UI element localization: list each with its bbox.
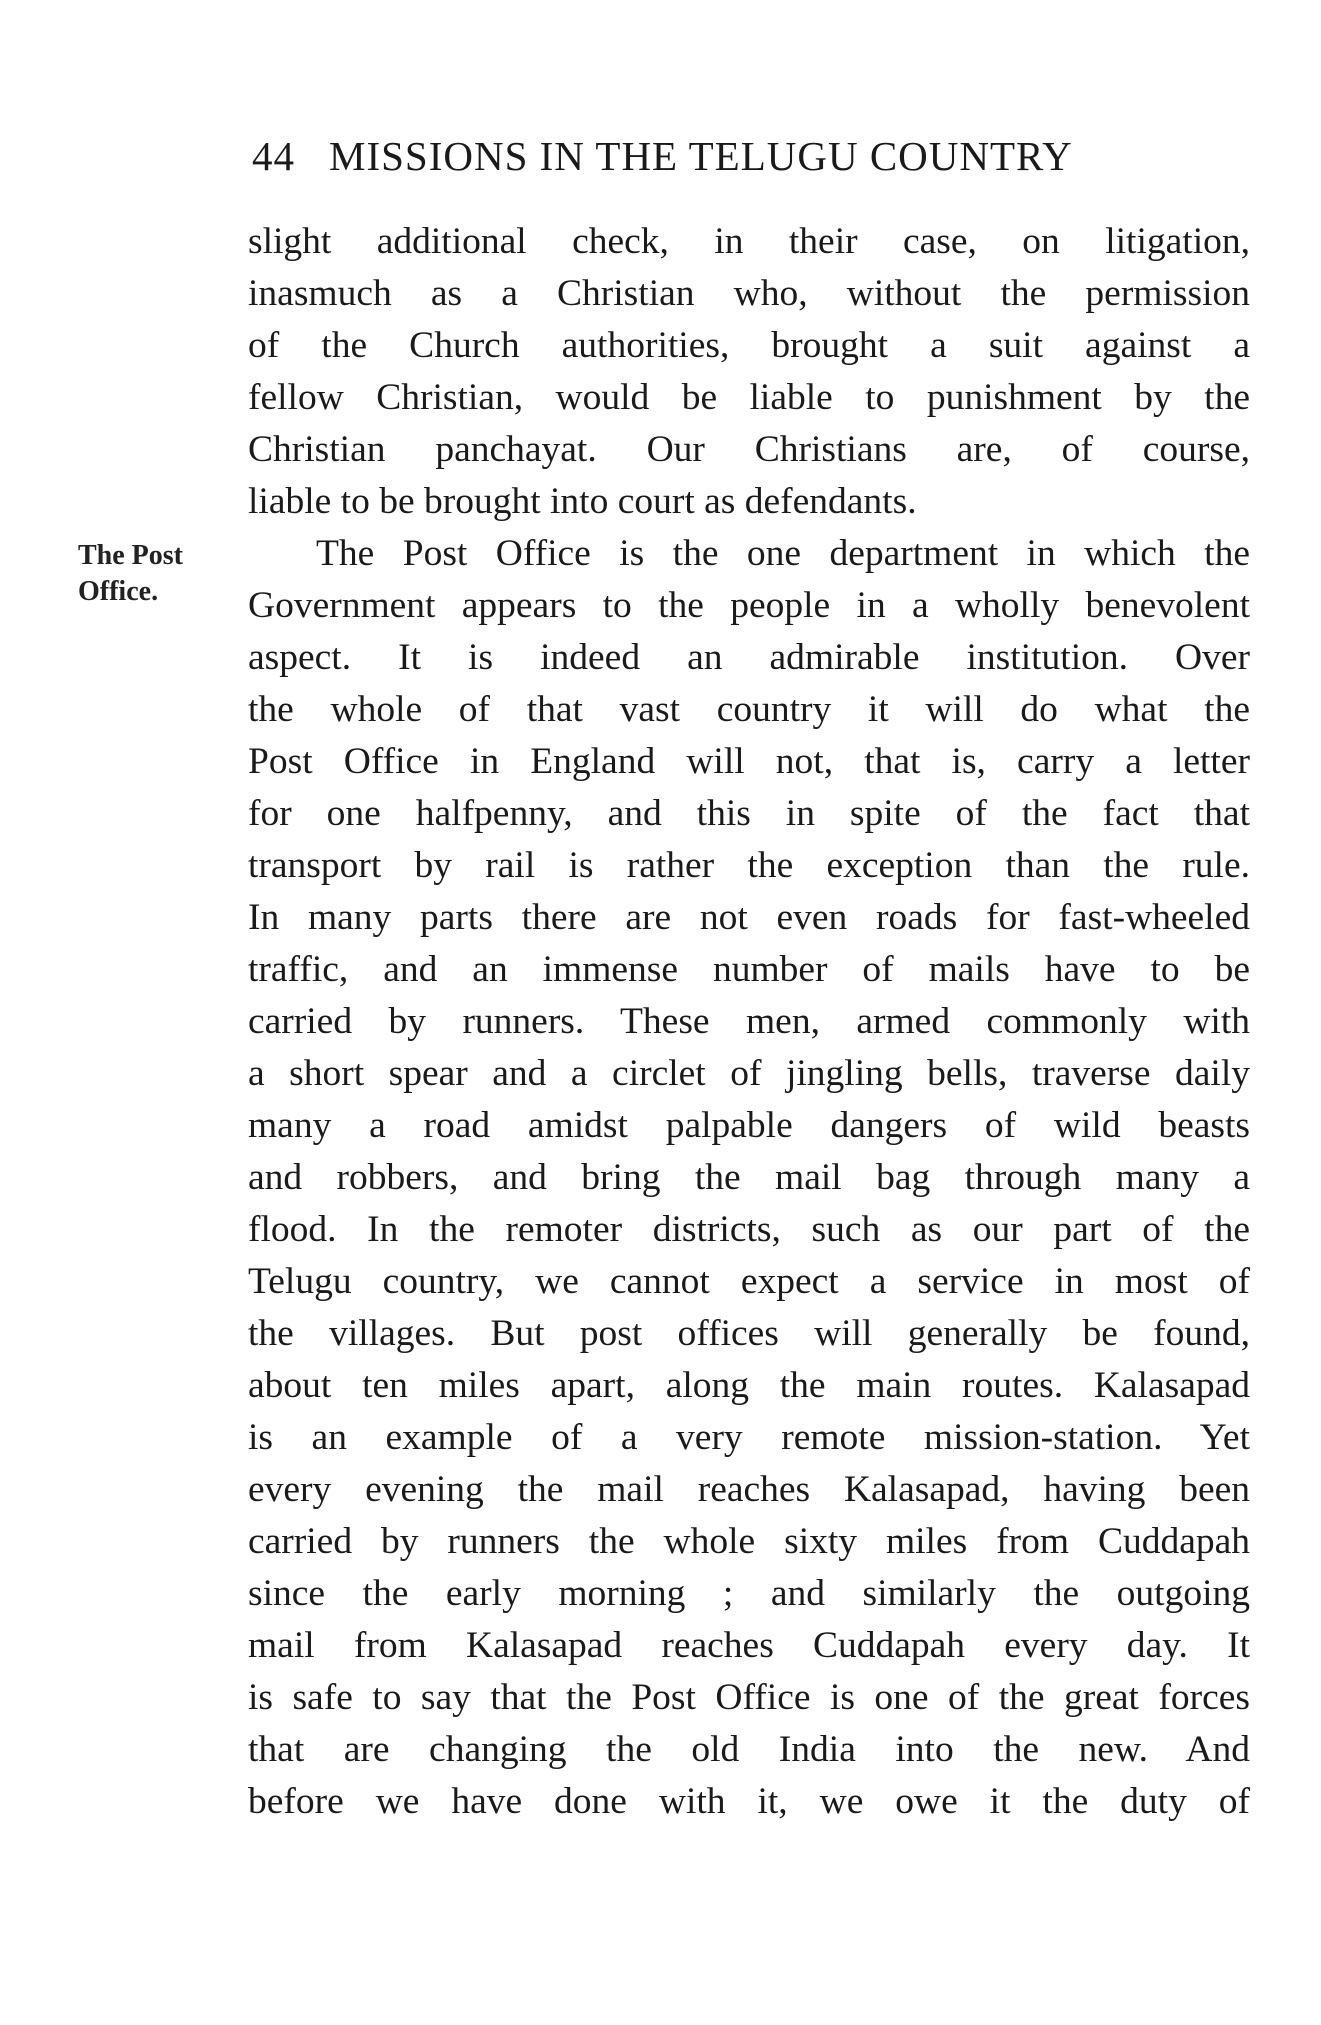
text-line: of the Church authorities, brought a suit against a [248,325,1250,366]
text-line: the whole of that vast country it will do what the [248,689,1250,730]
text-line: carried by runners. These men, armed commonly with [248,1001,1250,1042]
paragraph-post-office [248,528,1250,1828]
text-line: carried by runners the whole sixty miles from Cuddapah [248,1521,1250,1562]
text-line: transport by rail is rather the exception than the rule. [248,845,1250,886]
text-line: Christian panchayat. Our Christians are, of course, [248,429,1250,470]
margin-note [78,538,183,610]
text-line: The Post Office is the one department in which the [316,533,1250,574]
text-line: aspect. It is indeed an admirable institution. Over [248,637,1250,678]
running-title: MISSIONS IN THE TELUGU COUNTRY [329,133,1073,179]
text-line: since the early morning ; and similarly the outgoing [248,1573,1250,1614]
text-line: that are changing the old India into the new. And [248,1729,1250,1770]
running-head [252,132,1252,180]
text-line: mail from Kalasapad reaches Cuddapah every day. It [248,1625,1250,1666]
text-line: is safe to say that the Post Office is one of the great forces [248,1677,1250,1718]
text-line: Telugu country, we cannot expect a service in most of [248,1261,1250,1302]
margin-note-line: Office. [78,576,159,607]
margin-note-line: The Post [78,540,183,571]
text-line: every evening the mail reaches Kalasapad, having been [248,1469,1250,1510]
text-line: fellow Christian, would be liable to punishment by the [248,377,1250,418]
body-text [248,216,1250,1828]
text-line: for one halfpenny, and this in spite of the fact that [248,793,1250,834]
text-line: before we have done with it, we owe it the duty of [248,1781,1250,1822]
page-number: 44 [252,133,295,179]
text-line: traffic, and an immense number of mails have to be [248,949,1250,990]
text-line: inasmuch as a Christian who, without the permission [248,273,1250,314]
text-line: liable to be brought into court as defendants. [248,481,917,522]
text-line: Post Office in England will not, that is, carry a letter [248,741,1250,782]
text-line: and robbers, and bring the mail bag through many a [248,1157,1250,1198]
text-line: a short spear and a circlet of jingling bells, traverse daily [248,1053,1250,1094]
text-line: the villages. But post offices will generally be found, [248,1313,1250,1354]
text-line: about ten miles apart, along the main routes. Kalasapad [248,1365,1250,1406]
paragraph-continued [248,216,1250,528]
text-line: slight additional check, in their case, on litigation, [248,221,1250,262]
text-line: is an example of a very remote mission-station. Yet [248,1417,1250,1458]
text-line: In many parts there are not even roads for fast-wheeled [248,897,1250,938]
text-line: many a road amidst palpable dangers of wild beasts [248,1105,1250,1146]
text-line: Government appears to the people in a wholly benevolent [248,585,1250,626]
text-line: flood. In the remoter districts, such as our part of the [248,1209,1250,1250]
